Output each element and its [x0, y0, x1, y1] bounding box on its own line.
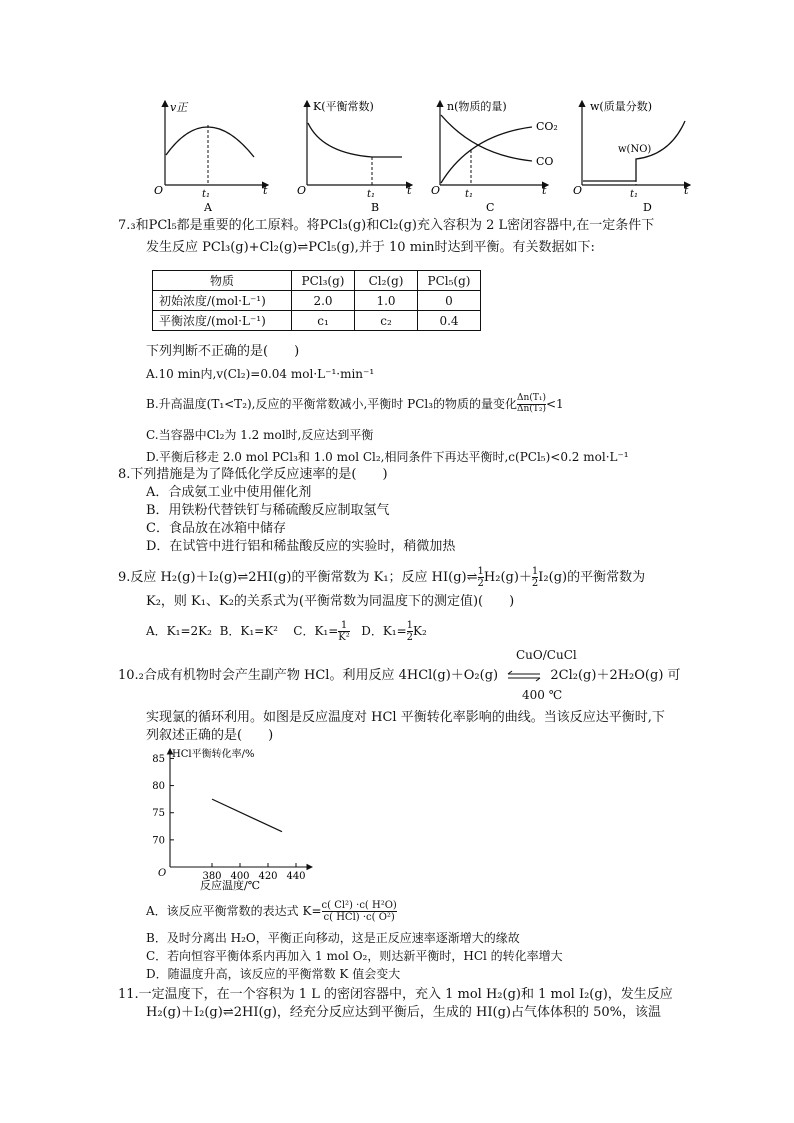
table-cell: 0.4 [418, 311, 481, 331]
fraction-denominator: Δn(T₂) [517, 403, 546, 414]
x-tick-label: 400 [230, 871, 250, 882]
graph-c-series-co: CO [536, 155, 554, 168]
q9-option-c-text: C．K₁= [293, 624, 339, 638]
q7-option-a: A.10 min内,v(Cl₂)=0.04 mol·L⁻¹·min⁻¹ [146, 367, 375, 381]
table-cell: 平衡浓度/(mol·L⁻¹) [153, 311, 292, 331]
table-header-cell: PCl₅(g) [418, 271, 481, 291]
x-tick-label: 420 [258, 871, 278, 882]
q8-option-b: B．用铁粉代替铁钉与稀硫酸反应制取氢气 [146, 503, 390, 518]
q9-text-b: 2HI(g)的平衡常数为 K₁；反应 HI(g) [248, 570, 467, 585]
q10-option-b: B．及时分离出 H₂O，平衡正向移动，这是正反应速率逐渐增大的缘故 [146, 931, 520, 945]
q7-data-table [152, 270, 481, 331]
q9-option-d-tail: K₂ [413, 624, 427, 638]
q10-line2: 实现氯的循环利用。如图是反应温度对 HCl 平衡转化率影响的曲线。当该反应达平衡时,下 [146, 710, 665, 725]
graph-c [431, 99, 558, 213]
q8-option-a: A．合成氨工业中使用催化剂 [146, 485, 312, 500]
q10-text-a: 10.₂合成有机物时会产生副产物 HCl。利用反应 4HCl(g)＋O₂(g) [118, 668, 499, 683]
q10-option-d: D．随温度升高，该反应的平衡常数 K 值会变大 [146, 967, 401, 981]
graph-b-t: t [407, 184, 412, 197]
y-tick-label: 70 [152, 835, 165, 847]
q7-option-b-fraction [517, 394, 546, 415]
fraction-numerator: 1 [338, 620, 349, 632]
q9-line1 [118, 566, 645, 589]
q9-text-d: I₂(g)的平衡常数为 [538, 570, 646, 585]
graph-c-letter: C [486, 201, 495, 213]
q9-option-a: A．K₁=2K₂ [146, 624, 212, 638]
q7-stem: 下列判断不正确的是( ) [146, 344, 300, 359]
graph-d-origin: O [573, 184, 583, 197]
q8-option-c: C．食品放在冰箱中储存 [146, 521, 286, 536]
graph-b-letter: B [371, 201, 380, 213]
table-row [153, 291, 481, 311]
q10-text-b: 2Cl₂(g)＋2H₂O(g) 可 [550, 668, 681, 683]
q7-option-c: C.当容器中Cl₂为 1.2 mol时,反应达到平衡 [146, 428, 374, 442]
y-tick-label: 85 [152, 753, 165, 765]
graph-d-t: t [684, 184, 689, 197]
graph-c-t: t [542, 184, 547, 197]
y-tick-label: 75 [152, 808, 165, 820]
fraction-numerator: 1 [406, 620, 414, 631]
fraction-numerator: 1 [531, 566, 539, 577]
q9-text-a: 9.反应 H₂(g)＋I₂(g) [118, 570, 238, 585]
table-cell: 1.0 [355, 291, 418, 311]
q7-line2: 发生反应 PCl₃(g)+Cl₂(g)⇌PCl₅(g),并于 10 min时达到平衡。有关数据如下: [146, 240, 595, 255]
q10-option-a-fraction [322, 900, 397, 923]
q10-line3: 列叙述正确的是( ) [146, 728, 274, 743]
graph-c-t1: t₁ [465, 189, 474, 200]
q7-option-d: D.平衡后移走 2.0 mol PCl₃和 1.0 mol Cl₂,相同条件下再达平衡时,c(PCl₅)<0.2 mol·L⁻¹ [146, 450, 629, 464]
graph-d-ylabel: w(质量分数) [590, 100, 652, 113]
equilibrium-arrow-icon: ⇌ [466, 570, 478, 585]
y-tick-label: 80 [152, 781, 165, 793]
q9-text-c: H₂(g)＋ [483, 570, 532, 585]
x-tick-label: 440 [286, 871, 306, 882]
q7-option-b-tail: <1 [545, 396, 564, 411]
table-cell: 0 [418, 291, 481, 311]
fraction-denominator: c( HCl) ·c( O²) [323, 912, 395, 923]
fraction-numerator: c( Cl²) ·c( H²O) [321, 900, 397, 911]
graph-a-ylabel: v正 [170, 101, 188, 114]
x-tick-label: 380 [202, 871, 222, 882]
graph-c-ylabel: n(物质的量) [447, 100, 507, 113]
q9-option-c [293, 620, 350, 643]
fraction-numerator: 1 [477, 566, 484, 577]
graph-a-letter: A [204, 201, 212, 213]
fraction-numerator: Δn(T₁) [517, 393, 546, 403]
q7-line1: 7.₃和PCl₅都是重要的化工原料。将PCl₃(g)和Cl₂(g)充入容积为 2 L密闭容器中,在一定条件下 [118, 218, 655, 233]
q9-option-b: B．K₁=K² [219, 624, 278, 638]
graph-c-series-co2: CO₂ [536, 120, 558, 133]
table-row [153, 311, 481, 331]
q7-option-b-text: B.升高温度(T₁<T₂),反应的平衡常数减小,平衡时 PCl₃的物质的量变化 [146, 396, 518, 411]
graph-a-t: t [263, 184, 268, 197]
chart-xlabel: 反应温度/℃ [199, 879, 261, 892]
reaction-arrow-icon [506, 670, 542, 682]
graph-b-t1: t₁ [367, 189, 376, 200]
chart-ylabel: HCl平衡转化率/% [172, 749, 255, 760]
fraction-denominator: K² [338, 632, 350, 643]
q8-option-d: D．在试管中进行铝和稀盐酸反应的实验时，稍微加热 [146, 539, 456, 554]
graph-a-origin: O [154, 184, 164, 197]
graph-b-origin: O [297, 184, 307, 197]
fraction-denominator: 2 [406, 632, 414, 643]
q10-option-a-text: A．该反应平衡常数的表达式 K= [146, 904, 322, 918]
q9-options [146, 620, 427, 643]
table-cell: 初始浓度/(mol·L⁻¹) [153, 291, 292, 311]
chart-origin: O [158, 868, 167, 879]
q11-line1: 11.一定温度下，在一个容积为 1 L 的密闭容器中，充入 1 mol H₂(g)和 1 mol I₂(g)，发生反应 [118, 987, 673, 1002]
table-cell: c₂ [355, 311, 418, 331]
graphs-strip [150, 95, 710, 213]
table-header-cell: Cl₂(g) [355, 271, 418, 291]
graph-c-origin: O [431, 184, 441, 197]
q11-line2: H₂(g)＋I₂(g)⇌2HI(g)，经充分反应达到平衡后，生成的 HI(g)占气体体积的 50%，该温 [146, 1005, 662, 1020]
graph-a [154, 101, 268, 213]
table-cell: c₁ [292, 311, 355, 331]
graph-d-t1: t₁ [630, 189, 639, 200]
q9-option-d-text: D．K₁= [361, 624, 407, 638]
fraction-denominator: 2 [477, 578, 484, 589]
q10-temperature: 400 ℃ [522, 688, 563, 702]
table-header-row [153, 271, 481, 291]
graph-d-letter: D [643, 201, 652, 213]
graph-a-t1: t₁ [202, 189, 211, 200]
table-cell: 2.0 [292, 291, 355, 311]
graph-b-ylabel: K(平衡常数) [313, 100, 374, 113]
q10-line1 [118, 668, 681, 684]
q7-option-b [146, 394, 564, 415]
table-header-cell: PCl₃(g) [292, 271, 355, 291]
series-line [212, 799, 282, 832]
q9-line2: K₂，则 K₁、K₂的关系式为(平衡常数为同温度下的测定值)( ) [146, 594, 515, 609]
q9-option-d [361, 620, 427, 643]
equilibrium-arrow-icon: ⇌ [237, 570, 249, 585]
q10-option-c: C．若向恒容平衡体系内再加入 1 mol O₂，则达新平衡时，HCl 的转化率增大 [146, 949, 563, 963]
fraction-denominator: 2 [531, 578, 539, 589]
graph-b [297, 99, 412, 213]
hcl-conversion-chart [140, 745, 320, 895]
graph-d-annot: w(NO) [618, 144, 652, 155]
q8-stem: 8.下列措施是为了降低化学反应速率的是( ) [118, 467, 388, 482]
q10-option-a [146, 900, 397, 923]
q9-option-c-fraction [338, 620, 349, 643]
graph-d [573, 99, 690, 213]
table-header-cell: 物质 [153, 271, 292, 291]
q10-catalyst: CuO/CuCl [516, 648, 577, 662]
